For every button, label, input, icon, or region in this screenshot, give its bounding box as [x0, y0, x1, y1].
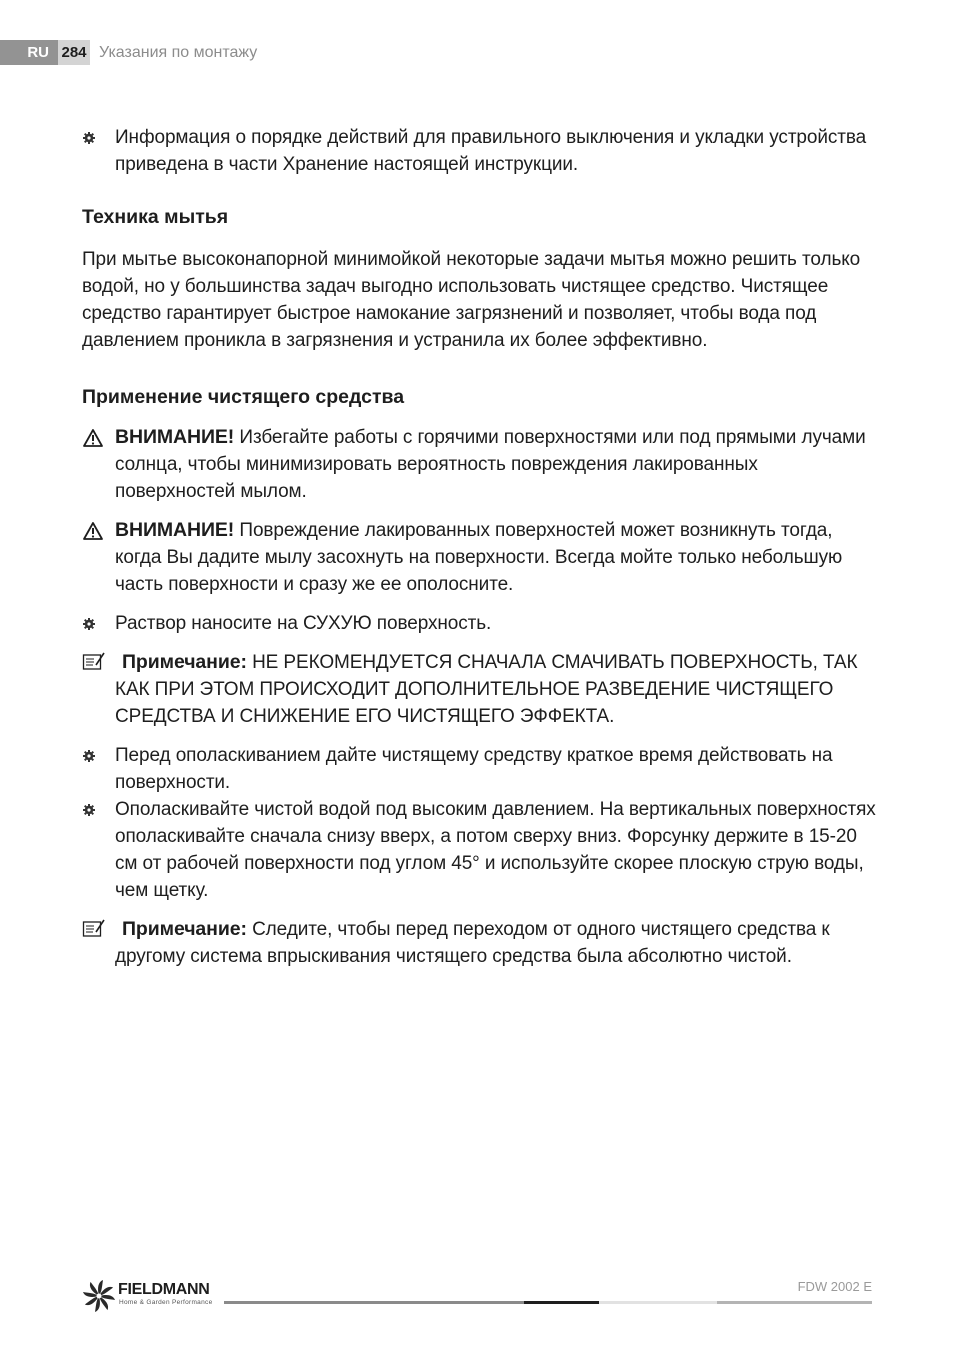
- warning-label: ВНИМАНИЕ!: [115, 519, 235, 541]
- warning-block: [82, 517, 877, 598]
- gear-bullet-icon: [82, 610, 108, 637]
- list-item: [82, 610, 877, 637]
- brand-name: FIELDMANN: [118, 1281, 210, 1298]
- page-content: [82, 124, 877, 982]
- footer-rule: [717, 1301, 872, 1304]
- list-item: [82, 796, 877, 904]
- brand-tagline: Home & Garden Performance: [119, 1299, 213, 1306]
- page-number: 284: [58, 40, 90, 65]
- fieldmann-logo-icon: [82, 1278, 116, 1314]
- footer-rule: [599, 1301, 717, 1304]
- note-pad-icon: [82, 649, 108, 676]
- note-block: [82, 916, 877, 970]
- language-badge: RU: [0, 40, 58, 65]
- section-title: Указания по монтажу: [99, 44, 258, 61]
- warning-triangle-icon: [82, 424, 108, 451]
- warning-text: Повреждение лакированных поверхностей может возникнуть тогда, когда Вы дадите мылу засохнуть на поверхности. Всегда мойте только небольшую часть поверхности и сразу же ее ополосните.: [115, 520, 843, 595]
- bullet-text: Раствор наносите на СУХУЮ поверхность.: [115, 613, 492, 634]
- washing-heading: Техника мытья: [82, 206, 229, 228]
- warning-label: ВНИМАНИЕ!: [115, 426, 235, 448]
- warning-triangle-icon: [82, 517, 108, 544]
- note-block: [82, 649, 877, 730]
- note-label: Примечание:: [122, 651, 247, 673]
- intro-text: Информация о порядке действий для правильного выключения и укладки устройства приведена в части Хранение настоящей инструкции.: [115, 127, 867, 175]
- note-pad-icon: [82, 916, 108, 943]
- gear-bullet-icon: [82, 796, 108, 823]
- list-item: [82, 124, 877, 178]
- note-text: Следите, чтобы перед переходом от одного чистящего средства к другому система впрыскивания чистящего средства была абсолютно чистой.: [115, 919, 830, 967]
- footer-rule: [524, 1301, 599, 1304]
- note-label: Примечание:: [122, 918, 247, 940]
- gear-bullet-icon: [82, 742, 108, 769]
- warning-text: Избегайте работы с горячими поверхностями или под прямыми лучами солнца, чтобы минимизировать вероятность повреждения лакированных поверхностей мылом.: [115, 427, 866, 502]
- brand-logo: [82, 1278, 232, 1314]
- application-heading: Применение чистящего средства: [82, 386, 405, 408]
- model-number: FDW 2002 E: [797, 1279, 872, 1294]
- washing-paragraph: При мытье высоконапорной минимойкой некоторые задачи мытья можно решить только водой, но у большинства задач выгодно использовать чистящее средство. Чистящее средство гарантирует быстрое намокание загрязнений и позволяет, чтобы вода под давлением проникла в загрязнения и устранила их более эффективно.: [82, 249, 861, 351]
- list-item: [82, 742, 877, 796]
- gear-bullet-icon: [82, 124, 108, 151]
- bullet-text: Перед ополаскиванием дайте чистящему средству краткое время действовать на поверхности.: [115, 745, 833, 793]
- warning-block: [82, 424, 877, 505]
- note-text: НЕ РЕКОМЕНДУЕТСЯ СНАЧАЛА СМАЧИВАТЬ ПОВЕРХНОСТЬ, ТАК КАК ПРИ ЭТОМ ПРОИСХОДИТ ДОПОЛНИТЕЛЬНОЕ РАЗВЕДЕНИЕ ЧИСТЯЩЕГО СРЕДСТВА И СНИЖЕНИЕ ЕГО ЧИСТЯЩЕГО ЭФФЕКТА.: [115, 652, 858, 727]
- bullet-text: Ополаскивайте чистой водой под высоким давлением. На вертикальных поверхностях ополаскивайте сначала снизу вверх, а потом сверху вниз. Форсунку держите в 15-20 см от рабочей поверхности под углом 45° и используйте скорее плоскую струю воды, чем щетку.: [115, 799, 876, 901]
- footer-rule: [224, 1301, 524, 1304]
